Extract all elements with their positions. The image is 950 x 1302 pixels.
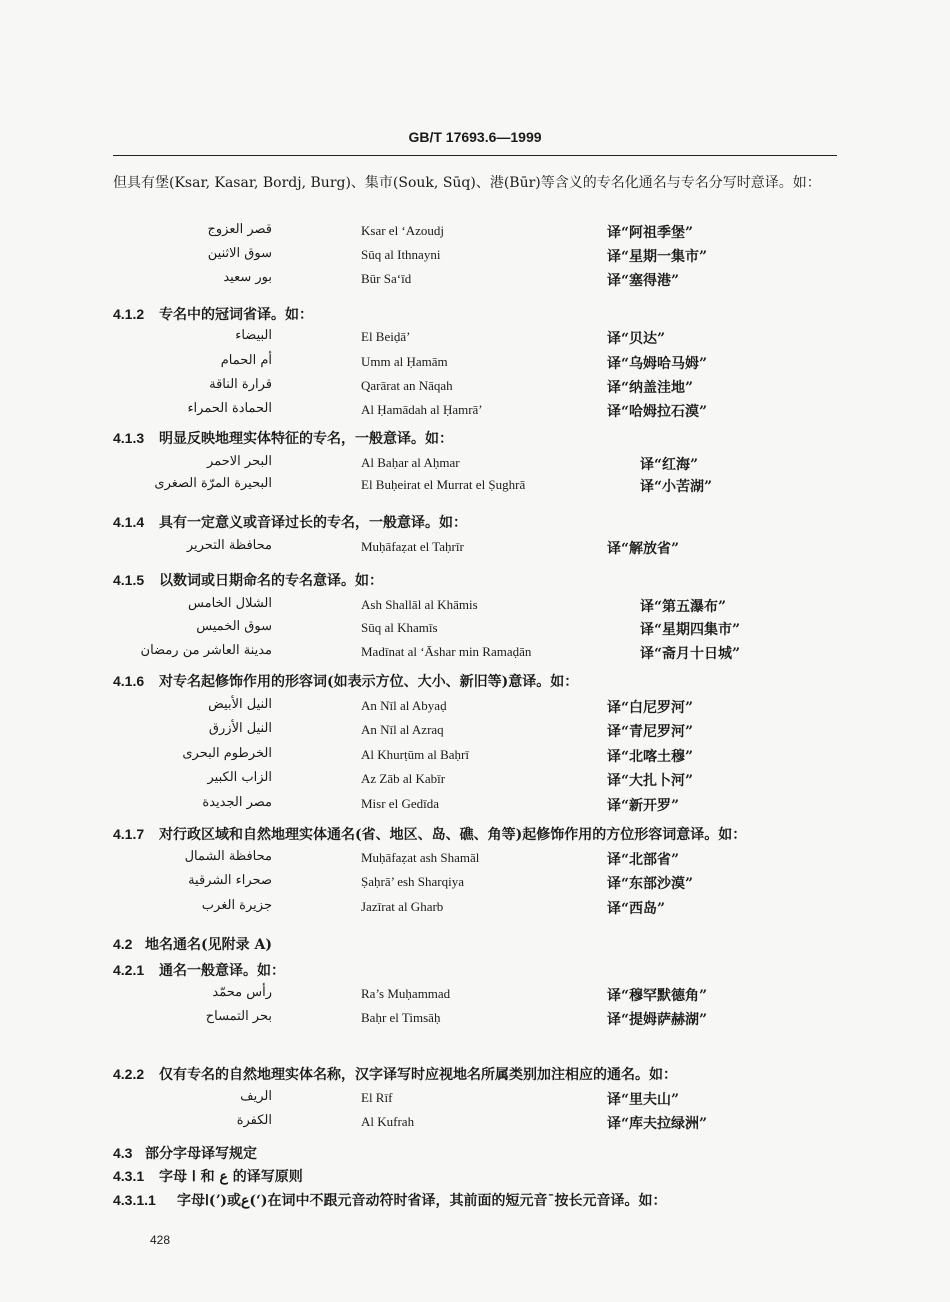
- section-number: 4.1.4: [113, 514, 145, 530]
- chinese-translation: 译“阿祖季堡”: [607, 225, 694, 241]
- latin-transliteration: El Beiḍā’: [361, 329, 411, 344]
- chinese-translation: 译“北喀土穆”: [607, 749, 694, 765]
- section-title: 明显反映地理实体特征的专名，一般意译。如：: [159, 431, 453, 447]
- latin-transliteration: Muḥāfaẓat el Taḥrīr: [361, 539, 464, 554]
- chinese-translation: 译“哈姆拉石漠”: [607, 404, 708, 420]
- section-title: 字母 ا 和 ع 的译写原则: [159, 1169, 303, 1185]
- chinese-translation: 译“里夫山”: [607, 1092, 680, 1108]
- latin-transliteration: Sūq al Ithnayni: [361, 247, 441, 262]
- chinese-translation: 译“穆罕默德角”: [607, 988, 708, 1004]
- latin-transliteration: Al Kufrah: [361, 1114, 415, 1129]
- arabic-name: محافظة الشمال: [184, 849, 272, 864]
- latin-transliteration: An Nīl al Azraq: [361, 722, 444, 737]
- arabic-name: بور سعيد: [223, 270, 272, 285]
- section-title: 仅有专名的自然地理实体名称，汉字译写时应视地名所属类别加注相应的通名。如：: [159, 1067, 677, 1083]
- arabic-name: النيل الأزرق: [208, 721, 272, 736]
- section-number: 4.3.1: [113, 1168, 145, 1184]
- latin-transliteration: Qarārat an Nāqah: [361, 378, 453, 393]
- arabic-name: جزيرة الغرب: [201, 898, 272, 913]
- chinese-translation: 译“提姆萨赫湖”: [607, 1012, 708, 1028]
- section-title: 对专名起修饰作用的形容词(如表示方位、大小、新旧等)意译。如：: [159, 674, 579, 690]
- section-number: 4.1.6: [113, 673, 145, 689]
- chinese-translation: 译“贝达”: [607, 331, 666, 347]
- arabic-name: البيضاء: [235, 328, 272, 343]
- arabic-name: الكفرة: [236, 1113, 272, 1128]
- latin-transliteration: El Buḥeirat el Murrat el Ṣughrā: [361, 477, 526, 492]
- section-heading: [113, 1064, 677, 1084]
- latin-transliteration: Sūq al Khamīs: [361, 620, 438, 635]
- section-heading: [113, 1166, 303, 1186]
- arabic-name: رأس محمّد: [212, 985, 272, 1000]
- chinese-translation: 译“第五瀑布”: [640, 599, 727, 615]
- section-number: 4.3: [113, 1145, 133, 1161]
- chinese-translation: 译“红海”: [640, 457, 699, 473]
- latin-transliteration: Umm al Ḥamām: [361, 354, 448, 369]
- section-number: 4.2.1: [113, 962, 145, 978]
- section-heading: [113, 570, 383, 590]
- chinese-translation: 译“小苦湖”: [640, 479, 713, 495]
- arabic-name: النيل الأبيض: [208, 697, 272, 712]
- latin-transliteration: Al Khurṭūm al Baḥrī: [361, 747, 469, 762]
- chinese-translation: 译“斋月十日城”: [640, 646, 741, 662]
- arabic-name: صحراء الشرقية: [188, 873, 272, 888]
- latin-transliteration: Ṣaḥrā’ esh Sharqiya: [361, 874, 465, 889]
- latin-transliteration: Ksar el ‘Azoudj: [361, 223, 445, 238]
- section-number: 4.1.3: [113, 430, 145, 446]
- chinese-translation: 译“新开罗”: [607, 798, 680, 814]
- section-heading: [113, 671, 578, 691]
- latin-transliteration: Ash Shallāl al Khāmis: [361, 597, 478, 612]
- arabic-name: الريف: [240, 1089, 272, 1104]
- section-number: 4.1.7: [113, 826, 145, 842]
- section-title: 以数词或日期命名的专名意译。如：: [159, 573, 383, 589]
- section-heading: [113, 934, 272, 954]
- arabic-name: محافظة التحرير: [186, 538, 272, 553]
- section-title: 专名中的冠词省译。如：: [159, 307, 313, 323]
- section-title: 具有一定意义或音译过长的专名，一般意译。如：: [159, 515, 467, 531]
- section-heading: [113, 428, 453, 448]
- arabic-name: البحر الاحمر: [207, 454, 272, 469]
- section-number: 4.2: [113, 936, 133, 952]
- chinese-translation: 译“乌姆哈马姆”: [607, 356, 708, 372]
- latin-transliteration: Az Zāb al Kabīr: [361, 771, 446, 786]
- arabic-name: قصر العزوج: [207, 222, 272, 237]
- arabic-name: البحيرة المرّة الصغرى: [154, 476, 272, 491]
- chinese-translation: 译“青尼罗河”: [607, 724, 694, 740]
- arabic-name: مدينة العاشر من رمضان: [140, 643, 272, 658]
- chinese-translation: 译“白尼罗河”: [607, 700, 694, 716]
- section-number: 4.3.1.1: [113, 1192, 156, 1208]
- latin-transliteration: El Rīf: [361, 1090, 393, 1105]
- chinese-translation: 译“大扎卜河”: [607, 773, 694, 789]
- chinese-translation: 译“星期四集市”: [640, 622, 741, 638]
- chinese-translation: 译“星期一集市”: [607, 249, 708, 265]
- arabic-name: الشلال الخامس: [188, 596, 272, 611]
- chinese-translation: 译“解放省”: [607, 541, 680, 557]
- section-number: 4.2.2: [113, 1066, 145, 1082]
- latin-transliteration: Al Baḥar al Aḥmar: [361, 455, 460, 470]
- page-number: 428: [150, 1233, 171, 1247]
- latin-transliteration: Baḥr el Timsāḥ: [361, 1010, 441, 1025]
- section-title: 地名通名(见附录 A): [145, 937, 272, 953]
- section-heading: [113, 1190, 667, 1210]
- latin-transliteration: Al Ḥamādah al Ḥamrā’: [361, 402, 483, 417]
- chinese-translation: 译“北部省”: [607, 852, 680, 868]
- arabic-name: سوق الخميس: [196, 619, 272, 634]
- section-heading: [113, 960, 285, 980]
- arabic-name: بحر التمساح: [205, 1009, 272, 1024]
- chinese-translation: 译“库夫拉绿洲”: [607, 1116, 708, 1132]
- arabic-name: الزاب الكبير: [207, 770, 272, 785]
- latin-transliteration: An Nīl al Abyaḍ: [361, 698, 447, 713]
- intro-paragraph: 但具有堡(Ksar, Kasar, Bordj, Burg)、集市(Souk, Sūq)、港(Būr)等含义的专名化通名与专名分写时意译。如：: [113, 175, 821, 191]
- section-heading: [113, 1143, 257, 1163]
- section-title: 通名一般意译。如：: [159, 963, 285, 979]
- latin-transliteration: Ra’s Muḥammad: [361, 986, 451, 1001]
- header-rule: [113, 155, 837, 156]
- arabic-name: قرارة الناقة: [209, 377, 272, 392]
- section-heading: [113, 824, 746, 844]
- chinese-translation: 译“西岛”: [607, 901, 666, 917]
- arabic-name: مصر الجديدة: [202, 795, 272, 810]
- section-title: 部分字母译写规定: [145, 1146, 257, 1162]
- section-heading: [113, 512, 467, 532]
- chinese-translation: 译“纳盖洼地”: [607, 380, 694, 396]
- arabic-name: الخرطوم البحرى: [182, 746, 272, 761]
- latin-transliteration: Madīnat al ‘Āshar min Ramaḍān: [361, 644, 532, 659]
- arabic-name: سوق الاثنين: [207, 246, 272, 261]
- section-title: 字母ا(ʼ)或ع(ʻ)在词中不跟元音动符时省译，其前面的短元音ˉ按长元音译。如：: [177, 1193, 667, 1209]
- section-number: 4.1.2: [113, 306, 145, 322]
- chinese-translation: 译“塞得港”: [607, 273, 680, 289]
- latin-transliteration: Būr Sa‘īd: [361, 271, 412, 286]
- page-header: GB/T 17693.6—1999: [408, 129, 542, 145]
- latin-transliteration: Muḥāfaẓat ash Shamāl: [361, 850, 480, 865]
- section-heading: [113, 304, 313, 324]
- latin-transliteration: Misr el Gedīda: [361, 796, 439, 811]
- arabic-name: أم الحمام: [220, 353, 272, 368]
- latin-transliteration: Jazīrat al Gharb: [361, 899, 444, 914]
- section-number: 4.1.5: [113, 572, 145, 588]
- chinese-translation: 译“东部沙漠”: [607, 876, 694, 892]
- section-title: 对行政区域和自然地理实体通名(省、地区、岛、礁、角等)起修饰作用的方位形容词意译。如：: [159, 827, 747, 843]
- arabic-name: الحمادة الحمراء: [187, 401, 272, 416]
